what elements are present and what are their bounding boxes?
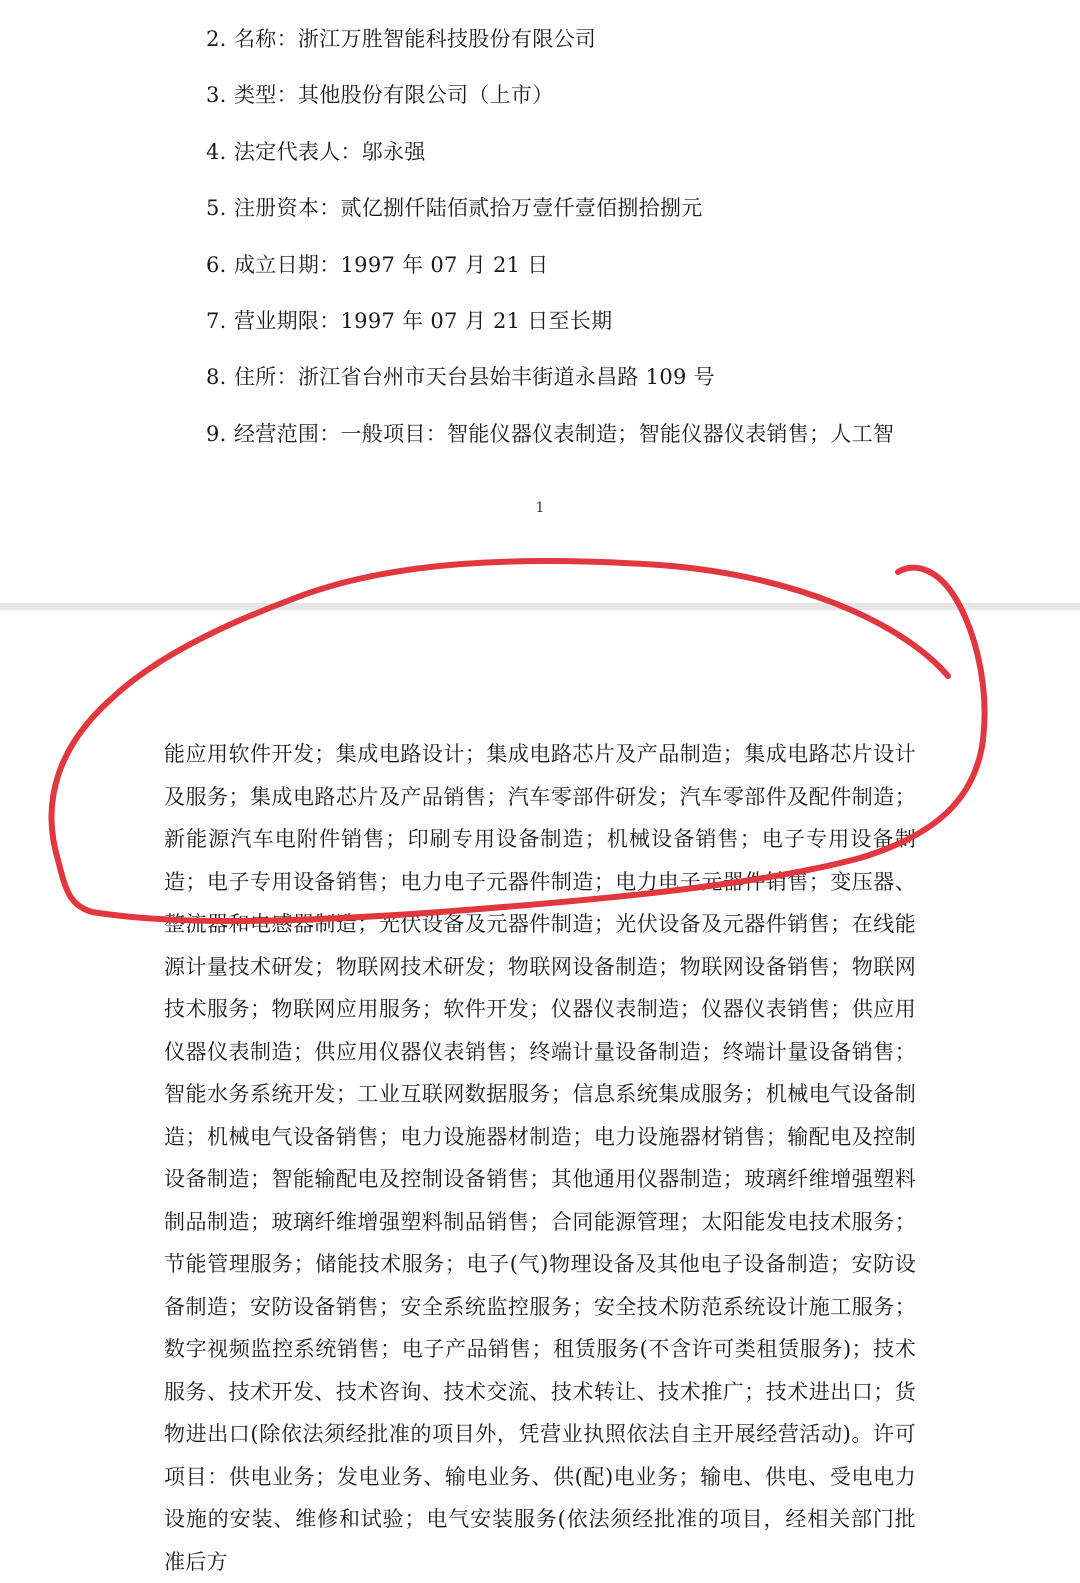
list-item <box>206 308 612 334</box>
item-number: 4. <box>206 140 227 164</box>
document-page-1 <box>0 0 1080 603</box>
list-item <box>206 82 554 108</box>
item-number: 7. <box>206 309 227 333</box>
item-text: 住所：浙江省台州市天台县始丰街道永昌路 109 号 <box>234 365 715 389</box>
page-separator <box>0 603 1080 610</box>
item-text: 经营范围：一般项目：智能仪器仪表制造；智能仪器仪表销售；人工智 <box>234 422 895 446</box>
item-text: 注册资本：贰亿捌仟陆佰贰拾万壹仟壹佰捌拾捌元 <box>234 196 703 220</box>
page-number: 1 <box>535 500 545 516</box>
item-text: 类型：其他股份有限公司（上市） <box>234 83 554 107</box>
list-item <box>206 421 894 447</box>
item-number: 3. <box>206 83 227 107</box>
item-number: 5. <box>206 196 227 220</box>
item-number: 2. <box>206 27 227 51</box>
item-number: 6. <box>206 253 227 277</box>
list-item <box>206 364 715 390</box>
list-item <box>206 252 549 278</box>
list-item <box>206 195 703 221</box>
item-number: 9. <box>206 422 227 446</box>
business-scope-paragraph: 能应用软件开发；集成电路设计；集成电路芯片及产品制造；集成电路芯片设计及服务；集成电路芯片及产品销售；汽车零部件研发；汽车零部件及配件制造；新能源汽车电附件销售；印刷专用设备制造；机械设备销售；电子专用设备制造；电子专用设备销售；电力电子元器件制造；电力电子元器件销售；变压器、整流器和电感器制造；光伏设备及元器件制造；光伏设备及元器件销售；在线能源计量技术研发；物联网技术研发；物联网设备制造；物联网设备销售；物联网技术服务；物联网应用服务；软件开发；仪器仪表制造；仪器仪表销售；供应用仪器仪表制造；供应用仪器仪表销售；终端计量设备制造；终端计量设备销售；智能水务系统开发；工业互联网数据服务；信息系统集成服务；机械电气设备制造；机械电气设备销售；电力设施器材制造；电力设施器材销售；输配电及控制设备制造；智能输配电及控制设备销售；其他通用仪器制造；玻璃纤维增强塑料制品制造；玻璃纤维增强塑料制品销售；合同能源管理；太阳能发电技术服务；节能管理服务；储能技术服务；电子(气)物理设备及其他电子设备制造；安防设备制造；安防设备销售；安全系统监控服务；安全技术防范系统设计施工服务；数字视频监控系统销售；电子产品销售；租赁服务(不含许可类租赁服务)；技术服务、技术开发、技术咨询、技术交流、技术转让、技术推广；技术进出口；货物进出口(除依法须经批准的项目外，凭营业执照依法自主开展经营活动)。许可项目：供电业务；发电业务、输电业务、供(配)电业务；输电、供电、受电电力设施的安装、维修和试验；电气安装服务(依法须经批准的项目，经相关部门批准后方 <box>164 742 916 1574</box>
item-text: 成立日期：1997 年 07 月 21 日 <box>234 253 549 277</box>
item-text: 名称：浙江万胜智能科技股份有限公司 <box>234 27 597 51</box>
item-text: 法定代表人：邬永强 <box>234 140 426 164</box>
item-number: 8. <box>206 365 227 389</box>
item-text: 营业期限：1997 年 07 月 21 日至长期 <box>234 309 613 333</box>
list-item <box>206 26 596 52</box>
list-item <box>206 139 426 165</box>
